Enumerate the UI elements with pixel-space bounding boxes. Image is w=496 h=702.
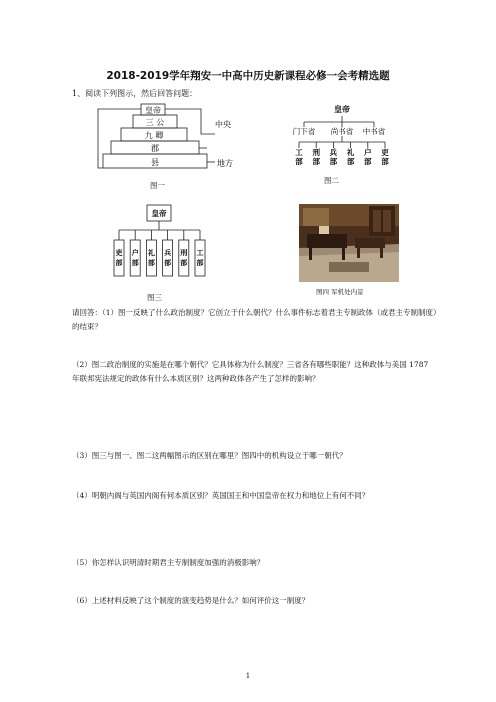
fig3-bu-label: 部 (115, 258, 123, 267)
fig2-bu-label: 户 (364, 148, 372, 157)
question-1-heading: 1、阅读下列图示，然后回答问题： (72, 89, 198, 98)
fig3-bu-label: 刑 (180, 248, 188, 257)
fig2-bu-label: 礼 (346, 148, 355, 157)
fig3-bu-label: 兵 (164, 248, 172, 257)
fig2-sheng-label: 尚书省 (330, 127, 354, 136)
fig2-bu-label: 吏 (381, 148, 389, 157)
fig2-bu-label: 刑 (312, 148, 320, 157)
answer-prompt: 请回答： (72, 308, 102, 317)
fig1-huangdi-label: 皇帝 (145, 106, 161, 115)
figure-1-caption: 图一 (150, 181, 165, 190)
fig2-sheng-label: 中书省 (362, 127, 386, 136)
fig2-bu-label: 部 (329, 157, 338, 166)
fig2-bu-label: 部 (381, 157, 389, 166)
figure-4-photo (299, 204, 399, 282)
document-title: 2018-2019学年翔安一中高中历史新课程必修一会考精选题 (106, 70, 390, 82)
figure-3-caption: 图三 (147, 293, 162, 302)
fig1-xian-label: 县 (151, 158, 159, 167)
fig3-bu-label: 部 (164, 258, 172, 267)
figure-2-caption: 图二 (324, 176, 339, 185)
fig1-sangong-label: 三 公 (145, 118, 165, 127)
question-1-part-1: 请回答：（1）图一反映了什么政治制度？它创立于什么朝代？什么事件标志着君主专制政体（或君主专制制度）的结束？ (72, 308, 437, 331)
fig3-bu-label: 户 (131, 248, 139, 257)
fig1-difang-label: 地方 (217, 159, 233, 168)
question-1-part-6: （6）上述材料反映了这个制度的演变趋势是什么？如何评价这一制度？ (72, 596, 310, 605)
fig3-bu-label: 礼 (147, 248, 155, 257)
figure-2-diagram (286, 100, 396, 176)
question-1-part-5: （5）你怎样认识明清时期君主专制制度加强的消极影响？ (72, 558, 265, 567)
question-1-part-2: （2）图二政治制度的实施是在哪个朝代？它具体称为什么制度？三省各有哪些职能？这种政体与美国 1787 年联邦宪法规定的政体有什么本质区别？这两种政体各产生了怎样的影响？ (72, 360, 429, 383)
fig2-bu-label: 兵 (329, 148, 338, 157)
fig2-bu-label: 部 (346, 157, 355, 166)
fig2-bu-label: 部 (312, 157, 320, 166)
fig3-bu-label: 部 (196, 258, 204, 267)
fig2-huangdi-label: 皇帝 (334, 104, 350, 114)
fig2-bu-label: 部 (295, 157, 303, 166)
figure-4-caption: 图四 军机处内景 (316, 288, 364, 296)
figure-3-diagram (108, 200, 214, 288)
fig3-bu-label: 工 (196, 248, 204, 257)
question-1-part-4: （4）明朝内阁与英国内阁有何本质区别？英国国王和中国皇帝在权力和地位上有何不同？ (72, 491, 370, 500)
fig3-huangdi-label: 皇帝 (151, 209, 167, 218)
fig3-bu-label: 部 (131, 258, 139, 267)
question-1-part-3: （3）图三与图一、图二这两幅图示的区别在哪里？图四中的机构设立于哪一朝代？ (72, 451, 347, 460)
fig1-jun-label: 郡 (151, 144, 159, 153)
fig2-bu-label: 部 (364, 157, 372, 166)
fig2-sheng-label: 门下省 (292, 127, 316, 136)
fig1-zhongyang-label: 中央 (215, 120, 231, 129)
page-number: 1 (245, 672, 251, 680)
figure-1-diagram (95, 100, 245, 176)
fig3-bu-label: 部 (180, 258, 188, 267)
fig3-bu-label: 吏 (115, 248, 123, 257)
fig2-bu-label: 工 (295, 148, 303, 157)
fig3-bu-label: 部 (147, 258, 155, 267)
fig1-jiuqing-label: 九 卿 (144, 131, 164, 140)
